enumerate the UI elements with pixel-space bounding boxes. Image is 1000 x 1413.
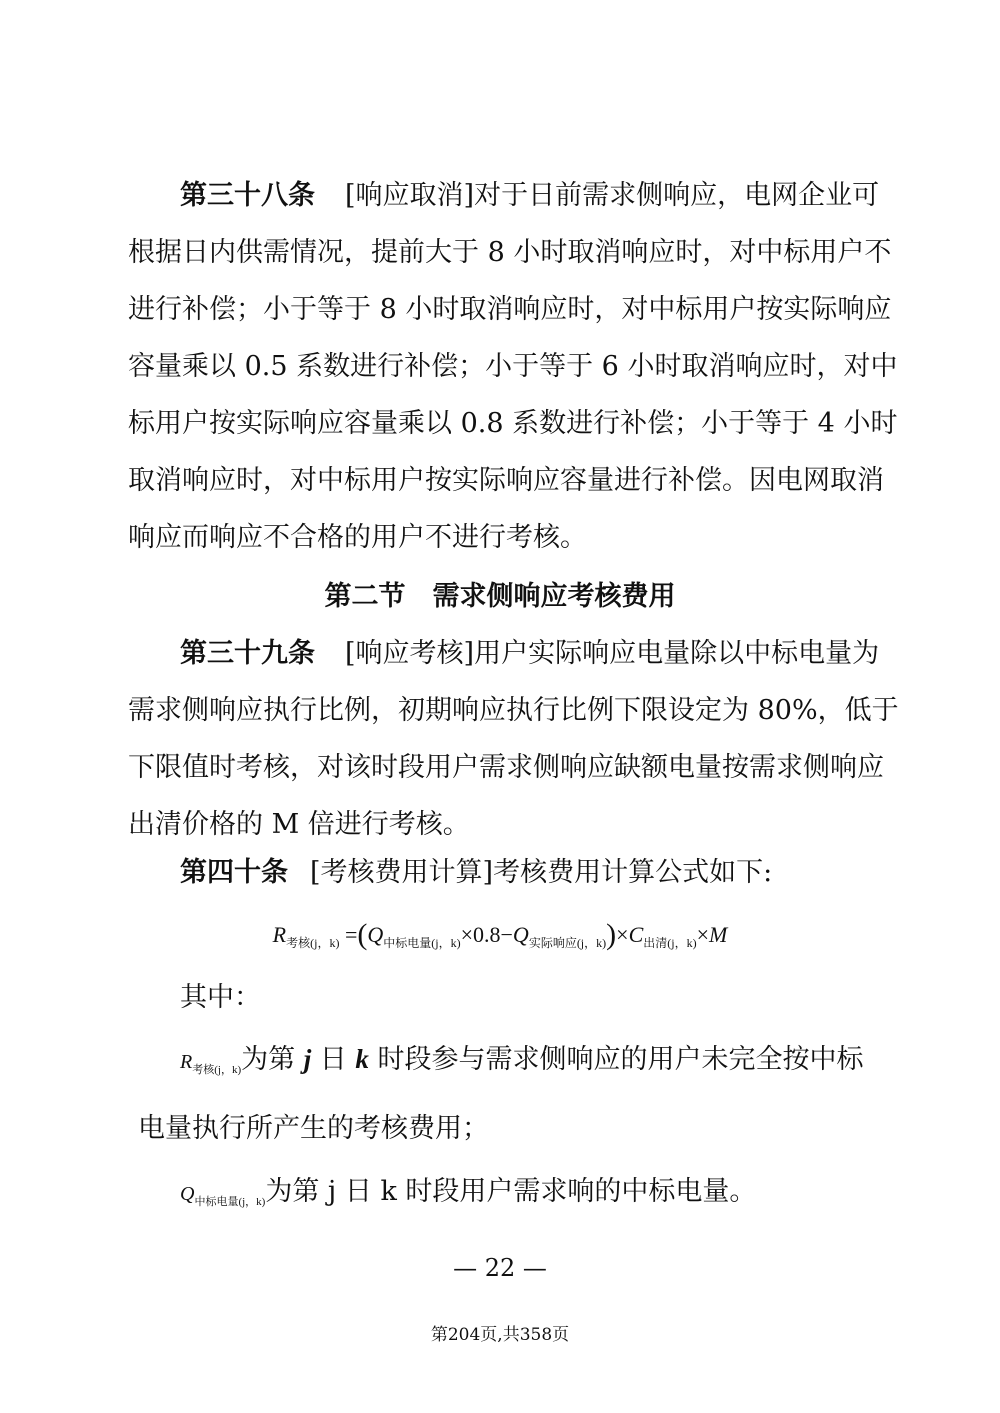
formula-R-sub: 考核(j，k): [286, 936, 340, 950]
formula-times-c: ×: [616, 922, 629, 947]
section-heading: 第二节 需求侧响应考核费用: [324, 581, 676, 612]
def-r-symbol: $R_{考核(j,k)}$: [180, 1051, 242, 1076]
art38-text-1: [响应取消]对于日前需求侧响应，电网企业可: [345, 180, 880, 211]
art39-line-4: 出清价格的 M 倍进行考核。: [128, 809, 470, 840]
art38-line-2: 根据日内供需情况，提前大于 8 小时取消响应时，对中标用户不: [128, 237, 892, 268]
formula-M: M: [709, 922, 728, 947]
def-r-j: j: [303, 1044, 312, 1074]
def-q-symbol: $Q_{中标电量(j,k)}$: [180, 1183, 266, 1208]
formula-lparen: (: [357, 918, 368, 951]
page-footer: 第204页,共358页: [430, 1325, 570, 1345]
def-r-k: k: [355, 1044, 369, 1074]
formula-rparen: ): [606, 918, 617, 951]
art39-text-1: [响应考核]用户实际响应电量除以中标电量为: [345, 638, 880, 669]
page-number: — 22 —: [453, 1254, 547, 1282]
formula-Q1: Q: [367, 922, 384, 947]
formula-C-sub: 出清(j，k): [643, 936, 697, 950]
art38-line-3: 进行补偿；小于等于 8 小时取消响应时，对中标用户按实际响应: [128, 294, 892, 325]
formula-R: R: [272, 922, 287, 947]
art38-line-1: [180, 176, 880, 216]
penalty-formula: [0, 912, 1000, 958]
art40-line: [180, 853, 874, 893]
art39-line-3: 下限值时考核，对该时段用户需求侧响应缺额电量按需求侧响应: [128, 752, 884, 783]
def-r-text-c: 时段参与需求侧响应的用户未完全按中标: [368, 1044, 864, 1075]
def-r-line-2: 电量执行所产生的考核费用；: [138, 1113, 489, 1144]
def-r-text-b: 日: [311, 1044, 356, 1075]
art38-line-4: 容量乘以 0.5 系数进行补偿；小于等于 6 小时取消响应时，对中: [128, 351, 898, 382]
def-q-line: [180, 1170, 874, 1214]
art40-title: 第四十条: [180, 857, 288, 888]
def-q-text: 为第 j 日 k 时段用户需求响的中标电量。: [265, 1176, 757, 1207]
art38-title: 第三十八条: [180, 180, 315, 211]
formula-times-m: ×: [696, 922, 709, 947]
formula-Q2: Q: [512, 922, 529, 947]
where-label: 其中：: [180, 982, 261, 1013]
art38-line-7: 响应而响应不合格的用户不进行考核。: [128, 522, 587, 553]
art38-line-6: 取消响应时，对中标用户按实际响应容量进行补偿。因电网取消: [128, 465, 884, 496]
art38-line-5: 标用户按实际响应容量乘以 0.8 系数进行补偿；小于等于 4 小时: [128, 408, 898, 439]
formula-eq: =: [344, 922, 358, 947]
formula-Q1-sub: 中标电量(j，k): [383, 936, 461, 950]
art40-text: [考核费用计算]考核费用计算公式如下:: [310, 857, 773, 888]
formula-Q2-sub: 实际响应(j，k): [528, 936, 607, 950]
def-r-line-1: [180, 1037, 874, 1081]
def-r-text-a: 为第: [241, 1044, 304, 1075]
art39-title: 第三十九条: [180, 638, 315, 669]
art39-line-1: [180, 634, 880, 674]
formula-C: C: [628, 922, 644, 947]
art39-line-2: 需求侧响应执行比例，初期响应执行比例下限设定为 80%，低于: [128, 695, 899, 726]
formula-times-08: ×0.8−: [460, 922, 513, 947]
